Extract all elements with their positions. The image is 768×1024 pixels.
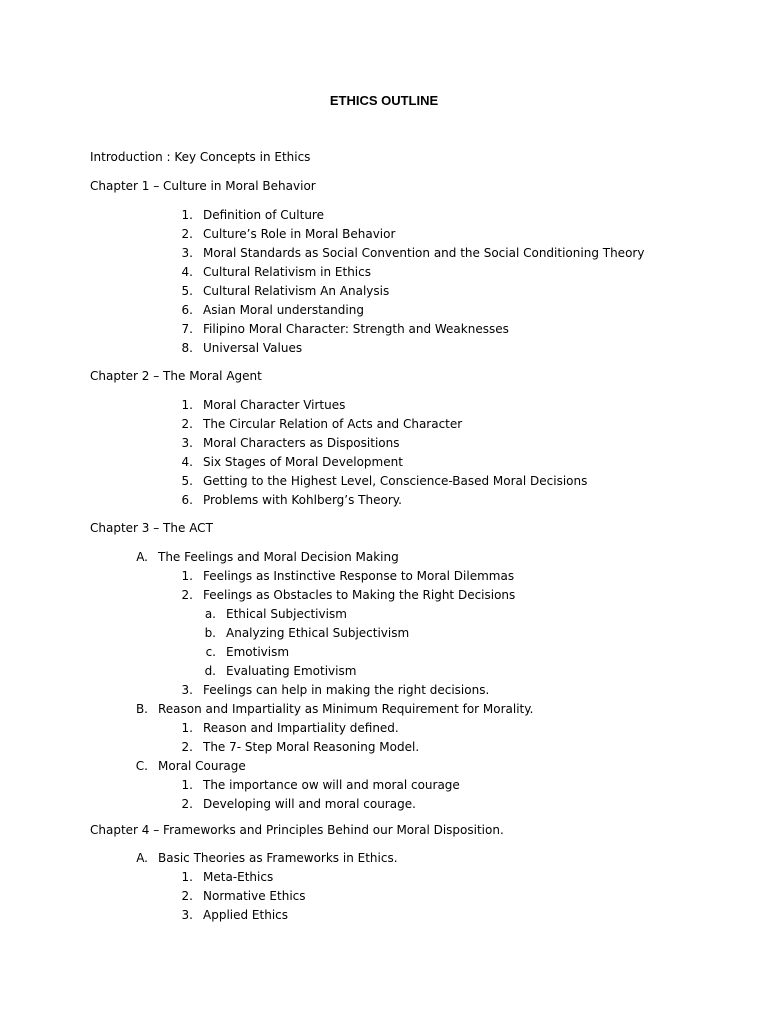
chapter-1-heading: Chapter 1 – Culture in Moral Behavior: [90, 179, 316, 193]
list-item: [0, 906, 768, 925]
item-number: 4.: [181, 265, 193, 279]
chapter-2-heading: Chapter 2 – The Moral Agent: [90, 369, 262, 383]
item-text: Analyzing Ethical Subjectivism: [226, 626, 410, 640]
item-text: The Feelings and Moral Decision Making: [158, 550, 399, 564]
list-item: [0, 643, 768, 662]
item-number: 3.: [181, 246, 193, 260]
item-number: 2.: [181, 588, 193, 602]
list-item: [0, 434, 768, 453]
chapter-3-outline: [0, 548, 768, 814]
item-number: 3.: [181, 436, 193, 450]
item-text: Reason and Impartiality defined.: [203, 721, 399, 735]
list-item: [0, 339, 768, 358]
item-text: Meta-Ethics: [203, 870, 274, 884]
document-title: ETHICS OUTLINE: [329, 93, 439, 108]
item-text: Evaluating Emotivism: [226, 664, 357, 678]
chapter-1-list: [0, 206, 768, 358]
item-text: Universal Values: [203, 341, 303, 355]
list-item: [0, 887, 768, 906]
item-text: Developing will and moral courage.: [203, 797, 416, 811]
item-letter: B.: [135, 702, 148, 716]
item-number: 8.: [181, 341, 193, 355]
item-text: Basic Theories as Frameworks in Ethics.: [158, 851, 398, 865]
item-letter: c.: [205, 645, 216, 659]
item-letter: a.: [204, 607, 216, 621]
list-item: [0, 415, 768, 434]
outline-item-C: [0, 757, 768, 776]
item-text: Ethical Subjectivism: [226, 607, 347, 621]
chapter-4-outline: [0, 849, 768, 925]
item-number: 2.: [181, 889, 193, 903]
item-text: Reason and Impartiality as Minimum Requirement for Morality.: [158, 702, 534, 716]
item-text: Emotivism: [226, 645, 290, 659]
list-item: [0, 738, 768, 757]
item-number: 1.: [181, 870, 193, 884]
list-item: [0, 472, 768, 491]
item-letter: b.: [204, 626, 216, 640]
item-number: 7.: [181, 322, 193, 336]
list-item: [0, 263, 768, 282]
item-text: The importance ow will and moral courage: [203, 778, 460, 792]
list-item: [0, 567, 768, 586]
item-number: 1.: [181, 721, 193, 735]
item-text: Culture’s Role in Moral Behavior: [203, 227, 396, 241]
item-text: Asian Moral understanding: [203, 303, 364, 317]
item-text: Six Stages of Moral Development: [203, 455, 403, 469]
introduction-heading: Introduction : Key Concepts in Ethics: [90, 150, 311, 164]
item-number: 2.: [181, 740, 193, 754]
item-number: 5.: [181, 284, 193, 298]
item-text: Filipino Moral Character: Strength and Weaknesses: [203, 322, 509, 336]
list-item: [0, 681, 768, 700]
item-text: Feelings as Obstacles to Making the Right Decisions: [203, 588, 516, 602]
list-item: [0, 396, 768, 415]
chapter-2-list: [0, 396, 768, 510]
list-item: [0, 719, 768, 738]
list-item: [0, 795, 768, 814]
outline-item-A: [0, 849, 768, 868]
item-letter: d.: [204, 664, 216, 678]
list-item: [0, 244, 768, 263]
item-number: 1.: [181, 398, 193, 412]
list-item: [0, 282, 768, 301]
item-number: 3.: [181, 908, 193, 922]
item-number: 2.: [181, 227, 193, 241]
list-item: [0, 776, 768, 795]
chapter-4-heading: Chapter 4 – Frameworks and Principles Behind our Moral Disposition.: [90, 823, 504, 837]
list-item: [0, 491, 768, 510]
item-number: 1.: [181, 778, 193, 792]
item-text: Normative Ethics: [203, 889, 306, 903]
item-number: 1.: [181, 569, 193, 583]
list-item: [0, 662, 768, 681]
list-item: [0, 453, 768, 472]
list-item: [0, 586, 768, 605]
list-item: [0, 624, 768, 643]
item-text: The Circular Relation of Acts and Character: [203, 417, 463, 431]
item-number: 1.: [181, 208, 193, 222]
item-text: Applied Ethics: [203, 908, 289, 922]
outline-item-B: [0, 700, 768, 719]
item-text: Moral Character Virtues: [203, 398, 346, 412]
item-number: 6.: [181, 493, 193, 507]
item-text: Moral Standards as Social Convention and the Social Conditioning Theory: [203, 246, 645, 260]
item-number: 4.: [181, 455, 193, 469]
item-text: Cultural Relativism in Ethics: [203, 265, 371, 279]
list-item: [0, 868, 768, 887]
list-item: [0, 206, 768, 225]
item-text: Definition of Culture: [203, 208, 324, 222]
item-number: 5.: [181, 474, 193, 488]
item-text: Moral Characters as Dispositions: [203, 436, 400, 450]
item-number: 3.: [181, 683, 193, 697]
item-number: 2.: [181, 417, 193, 431]
list-item: [0, 320, 768, 339]
outline-item-A: [0, 548, 768, 567]
item-letter: A.: [136, 550, 148, 564]
item-text: Feelings as Instinctive Response to Moral Dilemmas: [203, 569, 515, 583]
item-text: Problems with Kohlberg’s Theory.: [203, 493, 402, 507]
item-number: 2.: [181, 797, 193, 811]
item-letter: C.: [135, 759, 148, 773]
item-letter: A.: [136, 851, 148, 865]
item-number: 6.: [181, 303, 193, 317]
list-item: [0, 605, 768, 624]
item-text: Cultural Relativism An Analysis: [203, 284, 390, 298]
item-text: Moral Courage: [158, 759, 246, 773]
item-text: Feelings can help in making the right decisions.: [203, 683, 490, 697]
list-item: [0, 301, 768, 320]
item-text: The 7- Step Moral Reasoning Model.: [203, 740, 420, 754]
chapter-3-heading: Chapter 3 – The ACT: [90, 521, 213, 535]
item-text: Getting to the Highest Level, Conscience-Based Moral Decisions: [203, 474, 588, 488]
list-item: [0, 225, 768, 244]
